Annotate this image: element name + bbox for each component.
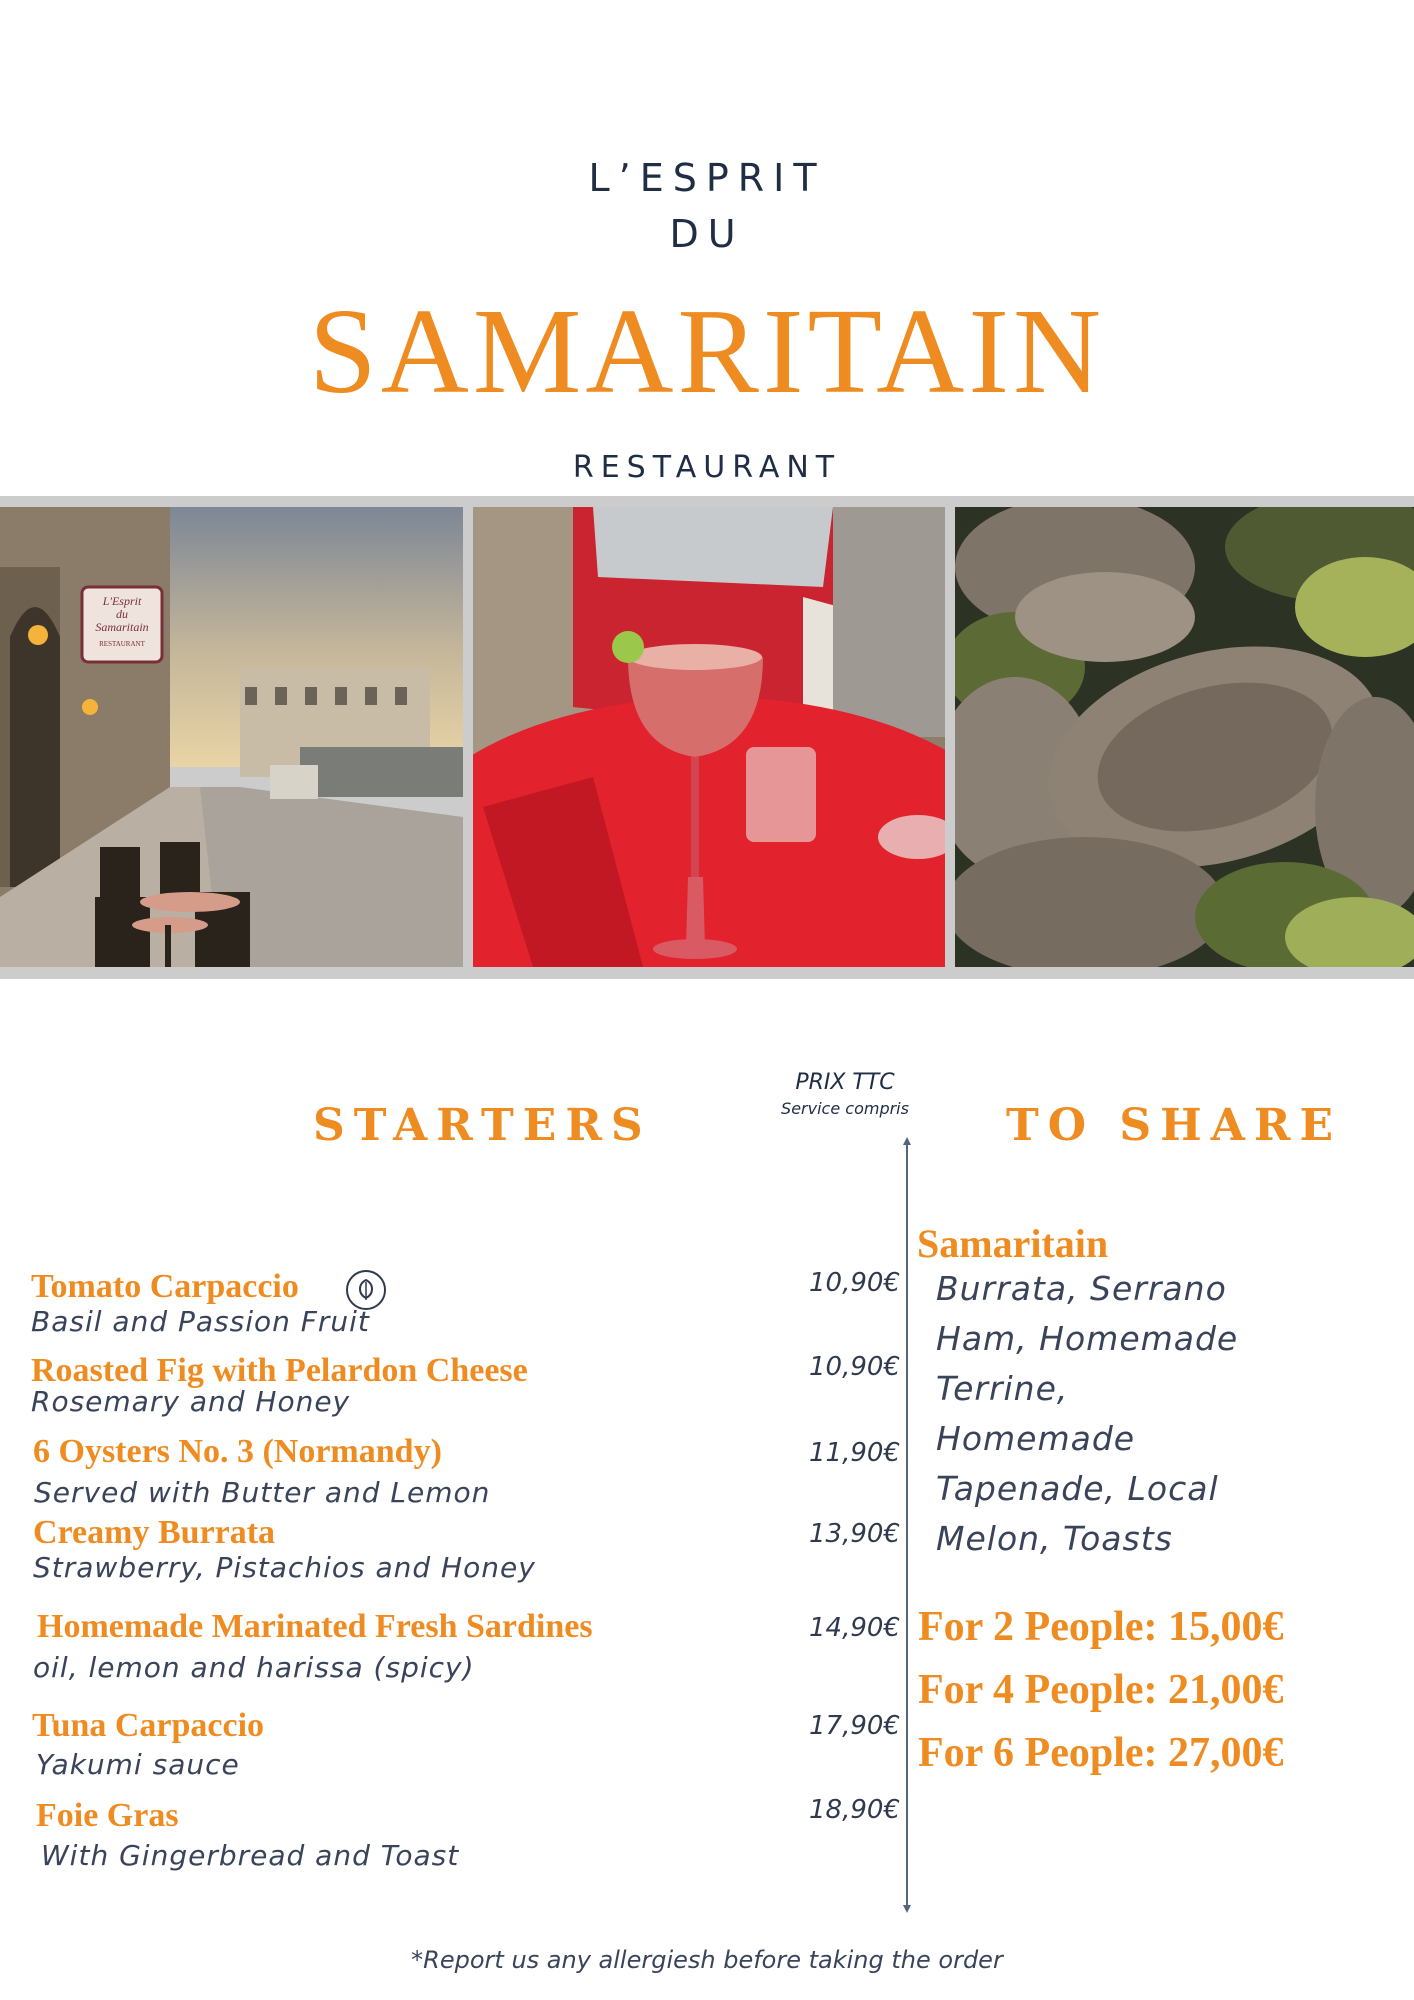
share-dish-name: Samaritain (917, 1221, 1109, 1266)
menu-item-description: Rosemary and Honey (31, 1385, 351, 1418)
share-description-line: Ham, Homemade (936, 1319, 1239, 1358)
menu-item-name: Creamy Burrata (33, 1514, 276, 1551)
oysters-photo (955, 507, 1414, 967)
restaurant-subtitle: RESTAURANT (572, 450, 842, 485)
menu-item-description: oil, lemon and harissa (spicy) (33, 1651, 475, 1684)
menu-item-name: Tomato Carpaccio (31, 1268, 299, 1305)
sign-line: RESTAURANT (99, 640, 145, 648)
starters-heading: STARTERS (313, 1100, 652, 1151)
vegan-leaf-icon (346, 1270, 386, 1310)
share-description-line: Terrine, (936, 1369, 1069, 1408)
restaurant-sign (86, 595, 158, 651)
menu-item-description: Strawberry, Pistachios and Honey (33, 1551, 536, 1584)
share-description-line: Homemade (936, 1419, 1136, 1458)
share-description-line: Melon, Toasts (936, 1519, 1173, 1558)
menu-item-description: Served with Butter and Lemon (34, 1476, 491, 1509)
share-price-2-people: For 2 People: 15,00€ (918, 1604, 1284, 1650)
price-note (760, 1070, 930, 1118)
share-description-line: Tapenade, Local (936, 1469, 1219, 1508)
menu-item-price: 18,90€ (809, 1795, 900, 1825)
menu-item-description: With Gingerbread and Toast (41, 1839, 460, 1872)
menu-item-price: 10,90€ (809, 1268, 900, 1298)
brand-line-1: L’ESPRIT (588, 156, 826, 200)
menu-item-price: 13,90€ (809, 1519, 900, 1549)
share-description-line: Burrata, Serrano (936, 1269, 1227, 1308)
menu-item-name: Foie Gras (36, 1797, 179, 1834)
restaurant-name: SAMARITAIN (308, 284, 1106, 419)
brand-line-2: DU (669, 212, 745, 256)
menu-item-name: Homemade Marinated Fresh Sardines (37, 1608, 593, 1645)
menu-item-name: Tuna Carpaccio (32, 1707, 265, 1744)
sign-line: Samaritain (95, 620, 149, 634)
photo-strip (0, 496, 1414, 979)
menu-item-name: Roasted Fig with Pelardon Cheese (31, 1352, 528, 1389)
column-divider (906, 1141, 908, 1911)
menu-item-price: 14,90€ (809, 1613, 900, 1643)
menu-item-description: Basil and Passion Fruit (31, 1305, 370, 1338)
price-note-label: PRIX TTC (795, 1070, 895, 1095)
share-dish-description (936, 1264, 1356, 1564)
cocktail-photo (473, 507, 945, 967)
divider-arrow-down-icon (903, 1905, 911, 1913)
service-note: Service compris (781, 1099, 909, 1118)
allergy-note: *Report us any allergiesh before taking the order (411, 1946, 1003, 1974)
menu-item-name: 6 Oysters No. 3 (Normandy) (33, 1433, 442, 1470)
sign-line: L'Esprit (102, 594, 142, 608)
menu-item-price: 17,90€ (809, 1711, 900, 1741)
menu-item-price: 10,90€ (809, 1352, 900, 1382)
sign-line: du (116, 607, 128, 621)
street-terrace-photo (0, 507, 463, 967)
to-share-heading: TO SHARE (1006, 1100, 1342, 1151)
divider-arrow-up-icon (903, 1137, 911, 1145)
menu-item-description: Yakumi sauce (36, 1748, 240, 1781)
menu-item-price: 11,90€ (809, 1438, 900, 1468)
share-price-4-people: For 4 People: 21,00€ (918, 1667, 1284, 1713)
share-price-6-people: For 6 People: 27,00€ (918, 1730, 1284, 1776)
